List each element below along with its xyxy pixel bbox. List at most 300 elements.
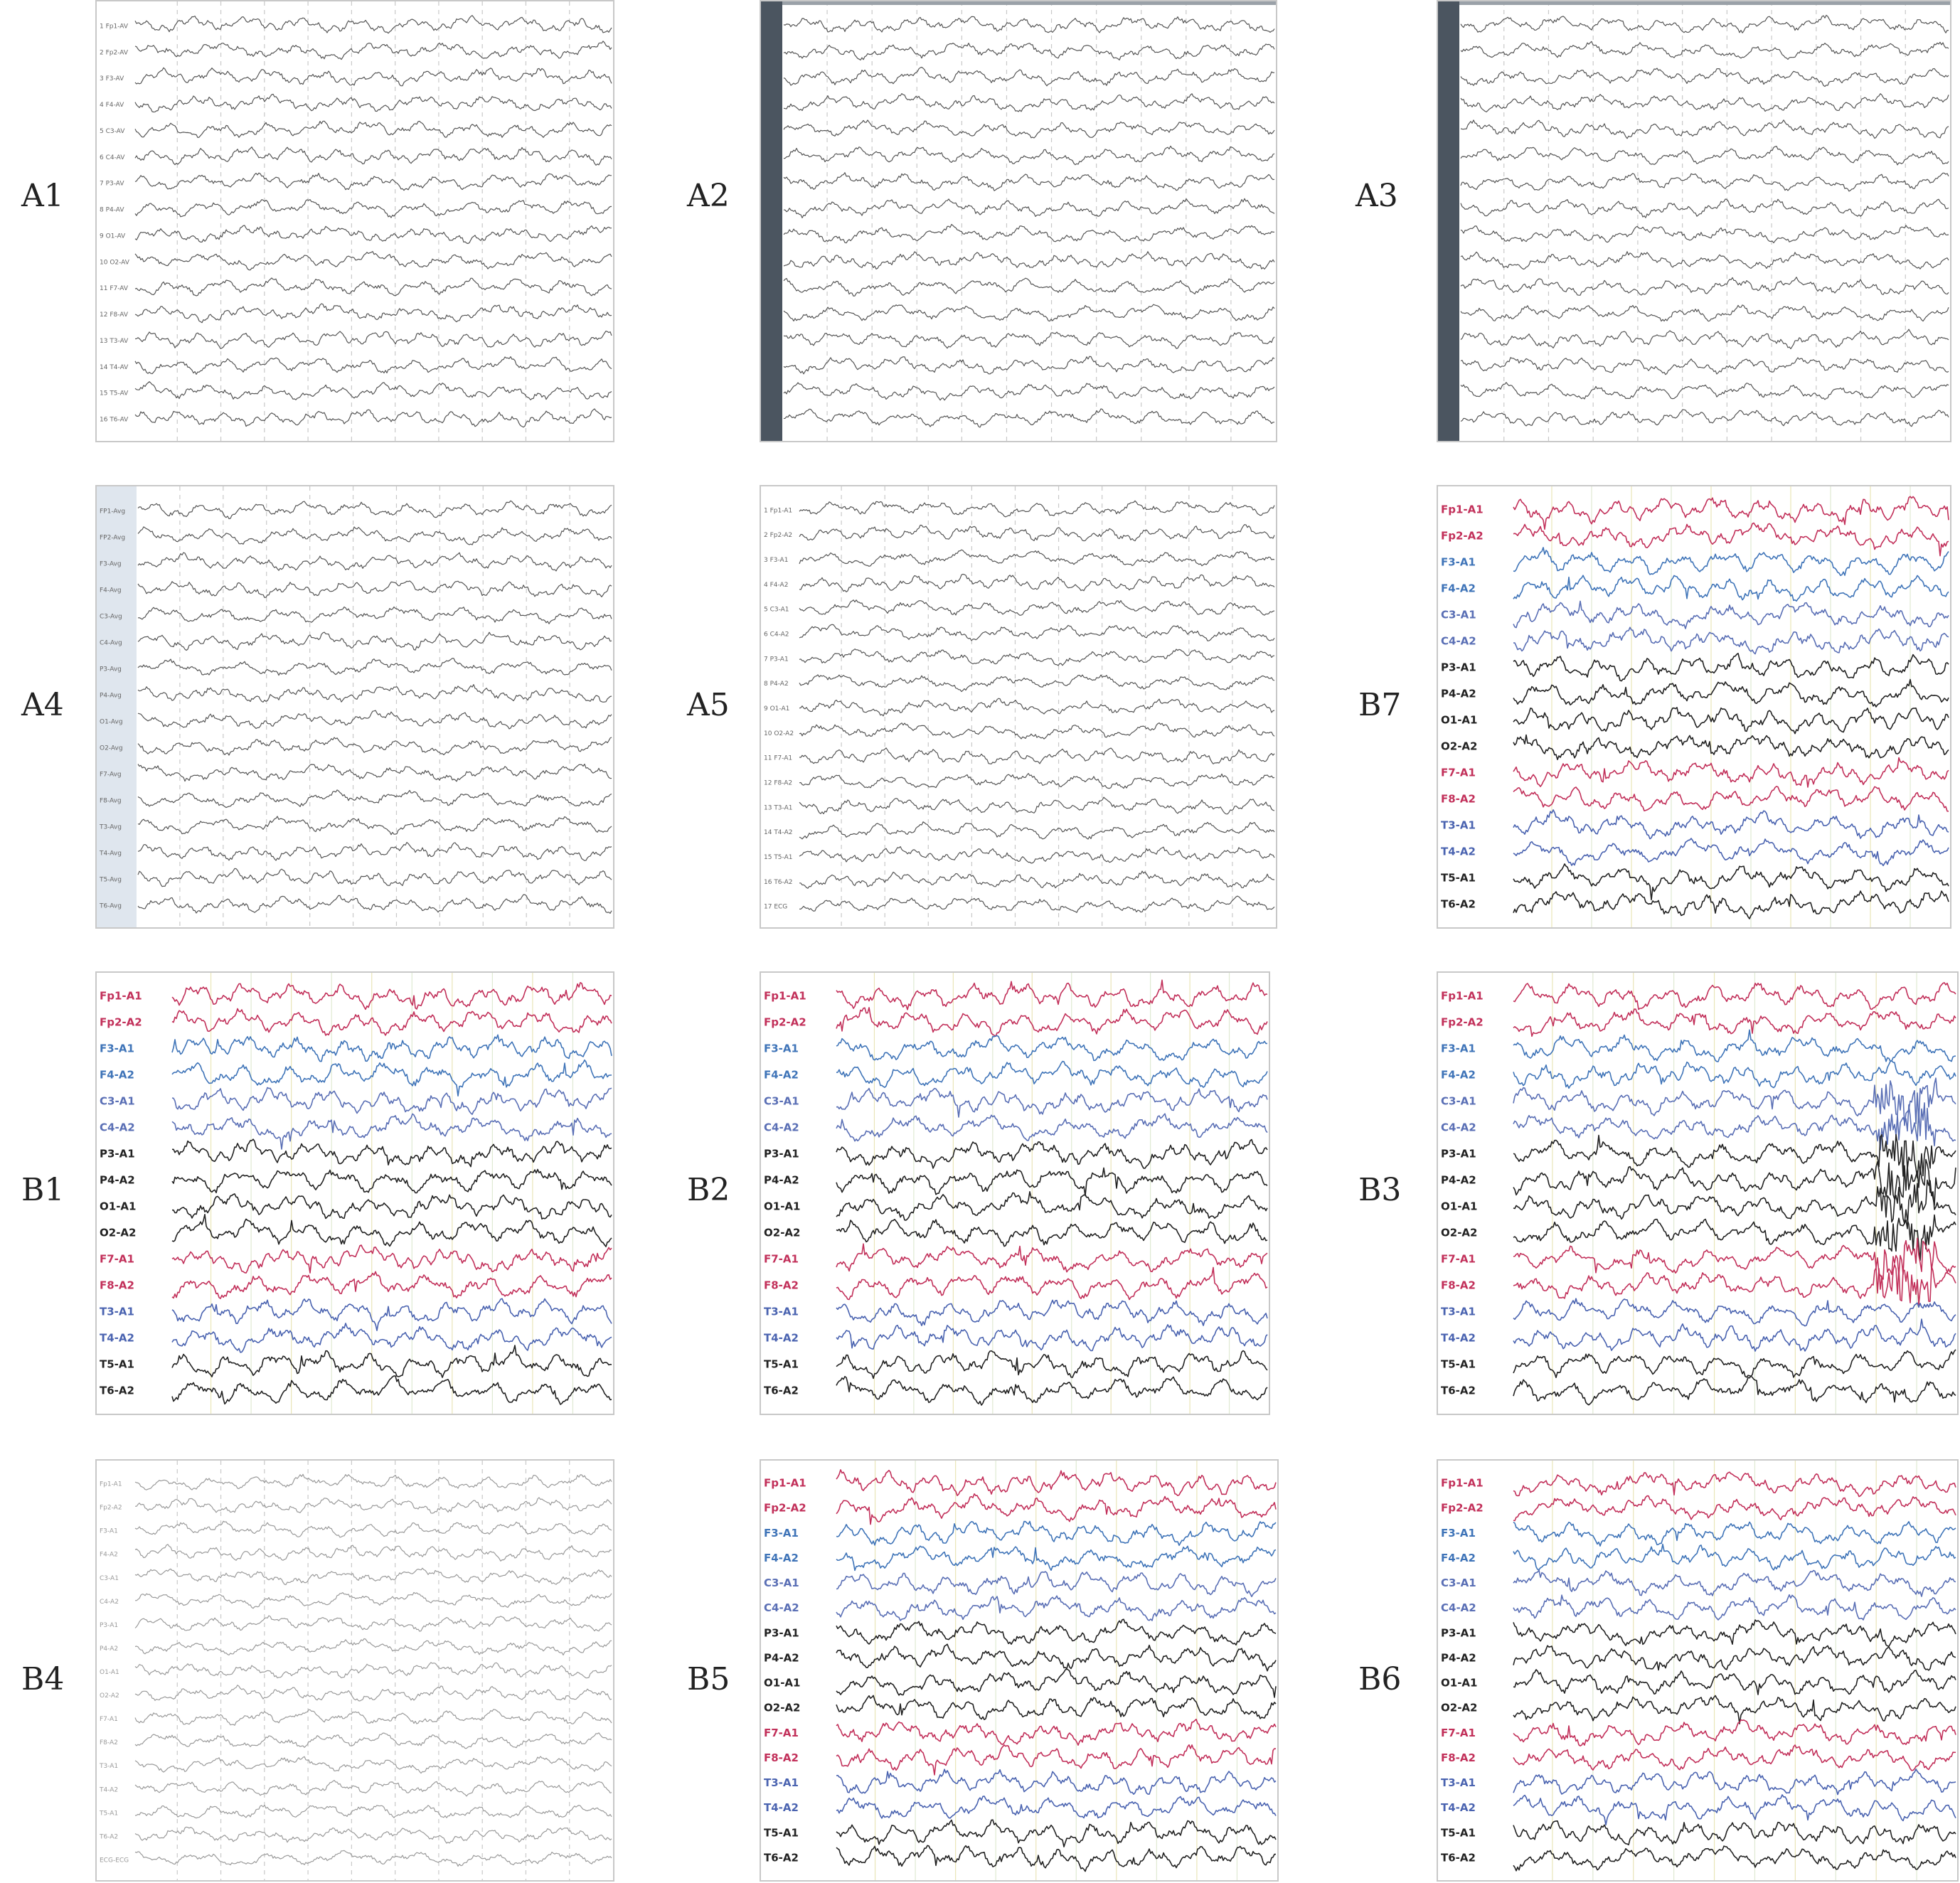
- eeg-trace: [135, 1638, 612, 1655]
- channel-label: O2-A2: [1441, 1701, 1478, 1714]
- channel-label: F4-A2: [764, 1551, 799, 1564]
- channel-label: P3-A1: [1441, 1147, 1476, 1161]
- eeg-trace: [135, 68, 612, 85]
- eeg-trace: [1513, 1103, 1956, 1150]
- eeg-trace: [836, 1168, 1267, 1195]
- eeg-trace: [1513, 1620, 1956, 1646]
- channel-label: C4-A2: [100, 1598, 119, 1606]
- eeg-trace: [172, 1170, 612, 1193]
- eeg-trace: [135, 1545, 612, 1562]
- channel-label: F7-A1: [764, 1726, 799, 1739]
- eeg-trace: [138, 685, 612, 703]
- eeg-trace: [836, 1140, 1267, 1169]
- eeg-trace: [1513, 654, 1949, 681]
- eeg-panel-b4: [95, 1459, 614, 1882]
- channel-label: T4-A2: [100, 1331, 134, 1345]
- eeg-trace: [1513, 708, 1949, 734]
- channel-label: C4-A2: [1441, 634, 1476, 648]
- channel-label: 1 Fp1-A1: [764, 507, 793, 515]
- eeg-trace: [1513, 1846, 1956, 1871]
- channel-label: P4-A2: [764, 1173, 799, 1187]
- eeg-trace: [836, 1300, 1267, 1325]
- eeg-trace: [799, 649, 1274, 666]
- eeg-trace: [1513, 1570, 1956, 1596]
- channel-label: P3-A1: [1441, 1626, 1476, 1640]
- eeg-trace: [172, 1323, 612, 1353]
- channel-label: 11 F7-AV: [100, 285, 129, 293]
- channel-label: P3-A1: [764, 1626, 799, 1640]
- panel-label-a4: A4: [21, 687, 64, 723]
- eeg-trace: [172, 1088, 612, 1115]
- channel-label: T3-A1: [100, 1305, 134, 1318]
- eeg-trace: [172, 1009, 612, 1036]
- channel-label: T3-Avg: [100, 823, 122, 831]
- eeg-trace: [138, 658, 612, 676]
- eeg-traces-a1: [97, 1, 613, 441]
- eeg-trace: [1513, 1821, 1956, 1845]
- channel-label: F3-A1: [1441, 1526, 1476, 1540]
- eeg-trace: [1513, 523, 1949, 555]
- eeg-trace: [138, 816, 612, 835]
- channel-label: Fp1-A1: [1441, 989, 1484, 1003]
- eeg-trace: [1513, 891, 1949, 919]
- panel-label-b3: B3: [1358, 1172, 1402, 1208]
- channel-label: 3 F3-A1: [764, 557, 789, 565]
- eeg-trace: [172, 1060, 612, 1097]
- eeg-trace: [1513, 1472, 1956, 1496]
- channel-label: C3-A1: [1441, 1094, 1476, 1108]
- channel-label: T6-A2: [764, 1851, 799, 1865]
- channel-label: O1-A1: [100, 1669, 119, 1676]
- channel-label: O1-A1: [764, 1676, 801, 1690]
- channel-label: P4-A2: [100, 1173, 135, 1187]
- eeg-traces-b2: [761, 973, 1269, 1414]
- eeg-trace: [135, 1474, 612, 1490]
- channel-label: P3-A1: [100, 1147, 135, 1161]
- channel-label: C4-A2: [100, 1121, 135, 1134]
- eeg-traces-b1: [97, 973, 613, 1414]
- channel-label: Fp2-A2: [764, 1015, 806, 1029]
- eeg-trace: [784, 278, 1274, 296]
- eeg-trace: [1513, 1720, 1956, 1746]
- eeg-trace: [836, 1769, 1276, 1794]
- channel-label: ECG-ECG: [100, 1857, 129, 1865]
- channel-label: F8-Avg: [100, 797, 122, 805]
- eeg-trace: [836, 1244, 1267, 1272]
- eeg-trace: [135, 147, 612, 166]
- channel-label: T5-A1: [100, 1810, 119, 1818]
- eeg-trace: [784, 356, 1274, 374]
- eeg-trace: [172, 1376, 612, 1404]
- eeg-trace: [836, 1267, 1267, 1299]
- eeg-trace: [138, 790, 612, 808]
- channel-label: T5-A1: [764, 1357, 799, 1371]
- eeg-trace: [1513, 1061, 1956, 1089]
- channel-label: P3-A1: [764, 1147, 799, 1161]
- eeg-trace: [799, 871, 1274, 888]
- channel-label: 4 F4-A2: [764, 581, 789, 589]
- eeg-trace: [836, 1351, 1267, 1379]
- channel-label: F8-A2: [100, 1279, 134, 1292]
- channel-label: T6-A2: [100, 1384, 134, 1397]
- eeg-trace: [1513, 1009, 1956, 1036]
- channel-label: 14 T4-AV: [100, 363, 129, 371]
- eeg-trace: [135, 94, 612, 112]
- channel-label: 16 T6-AV: [100, 416, 129, 424]
- channel-label: F8-A2: [100, 1739, 118, 1747]
- eeg-trace: [799, 501, 1274, 517]
- channel-label: T4-Avg: [100, 850, 122, 858]
- eeg-trace: [135, 41, 612, 60]
- channel-label: Fp2-A2: [100, 1504, 122, 1512]
- eeg-trace: [1513, 1545, 1956, 1570]
- eeg-trace: [172, 1215, 612, 1247]
- eeg-trace: [135, 1756, 612, 1773]
- channel-label: F3-Avg: [100, 560, 122, 568]
- channel-label: O2-A2: [764, 1226, 801, 1239]
- panel-label-a3: A3: [1356, 178, 1398, 214]
- eeg-trace: [1461, 173, 1949, 191]
- eeg-trace: [1513, 786, 1949, 811]
- eeg-traces-b5: [761, 1461, 1277, 1880]
- channel-label: F3-A1: [764, 1526, 799, 1540]
- channel-label: T5-Avg: [100, 876, 122, 884]
- eeg-trace: [1513, 1496, 1956, 1521]
- channel-label: FP2-Avg: [100, 534, 126, 542]
- panel-label-b7: B7: [1358, 687, 1402, 723]
- eeg-trace: [1513, 1298, 1956, 1326]
- channel-label: T4-A2: [764, 1331, 799, 1345]
- channel-label: O2-A2: [1441, 740, 1478, 753]
- eeg-trace: [1461, 120, 1949, 139]
- channel-label: T6-Avg: [100, 902, 122, 910]
- eeg-trace: [784, 383, 1274, 400]
- eeg-trace: [836, 1494, 1276, 1525]
- eeg-trace: [135, 1781, 612, 1796]
- eeg-trace: [784, 198, 1274, 218]
- channel-label: Fp2-A2: [1441, 1015, 1484, 1029]
- channel-label: F8-A2: [1441, 792, 1476, 806]
- channel-label: Fp2-A2: [100, 1015, 142, 1029]
- eeg-trace: [135, 1663, 612, 1678]
- eeg-trace: [172, 983, 612, 1010]
- channel-label: T3-A1: [100, 1763, 119, 1771]
- channel-label: F8-A2: [764, 1279, 799, 1292]
- eeg-panel-b2: [760, 971, 1270, 1415]
- channel-label: P4-A2: [764, 1651, 799, 1665]
- eeg-trace: [135, 1733, 612, 1749]
- channel-label: O2-A2: [100, 1226, 137, 1239]
- channel-label: P4-A2: [1441, 687, 1476, 700]
- eeg-trace: [135, 1498, 612, 1513]
- channel-label: T3-A1: [1441, 1776, 1476, 1790]
- channel-label: Fp2-A2: [1441, 529, 1484, 543]
- eeg-trace: [1461, 252, 1949, 270]
- eeg-trace: [784, 304, 1274, 321]
- eeg-trace: [836, 1035, 1267, 1060]
- eeg-trace: [135, 357, 612, 375]
- eeg-trace: [799, 822, 1274, 839]
- eeg-trace: [172, 1035, 612, 1061]
- eeg-trace: [1513, 838, 1949, 865]
- eeg-traces-b4: [97, 1461, 613, 1880]
- channel-label: Fp1-A1: [1441, 1476, 1484, 1490]
- eeg-trace: [1513, 1696, 1956, 1724]
- eeg-trace: [1513, 810, 1949, 839]
- eeg-trace: [836, 1089, 1267, 1117]
- eeg-trace: [1461, 358, 1949, 375]
- channel-label: T4-A2: [100, 1786, 119, 1794]
- channel-label: T6-A2: [1441, 1384, 1476, 1397]
- eeg-trace: [135, 1827, 612, 1843]
- channel-label: O2-A2: [100, 1692, 119, 1700]
- eeg-traces-b3: [1438, 973, 1957, 1414]
- eeg-trace: [1513, 601, 1949, 629]
- eeg-trace: [135, 304, 612, 323]
- eeg-trace: [1513, 1264, 1956, 1305]
- channel-label: T6-A2: [1441, 1851, 1476, 1865]
- eeg-trace: [1513, 1795, 1956, 1825]
- channel-label: C4-A2: [764, 1601, 799, 1615]
- eeg-trace: [784, 68, 1274, 86]
- channel-label: C3-Avg: [100, 613, 122, 621]
- eeg-trace: [784, 43, 1274, 60]
- panel-label-b1: B1: [21, 1172, 65, 1208]
- eeg-trace: [1513, 1078, 1956, 1126]
- channel-label: 3 F3-AV: [100, 75, 124, 83]
- channel-label: F7-A1: [764, 1252, 799, 1266]
- channel-label: 9 O1-AV: [100, 233, 126, 240]
- channel-label: 6 C4-AV: [100, 154, 125, 161]
- channel-label: 2 Fp2-A2: [764, 532, 793, 540]
- eeg-trace: [1513, 1319, 1956, 1351]
- eeg-trace: [799, 600, 1274, 616]
- channel-label: 17 ECG: [764, 903, 788, 911]
- header-stripe: [1459, 1, 1950, 5]
- eeg-trace: [799, 624, 1274, 641]
- eeg-trace: [784, 252, 1274, 270]
- eeg-trace: [135, 409, 612, 427]
- eeg-trace: [138, 868, 612, 886]
- eeg-trace: [135, 1521, 612, 1537]
- eeg-trace: [1513, 575, 1949, 601]
- eeg-trace: [138, 501, 612, 518]
- eeg-panel-b6: [1437, 1459, 1959, 1882]
- eeg-trace: [836, 1644, 1276, 1671]
- channel-label: Fp1-A1: [764, 1476, 806, 1490]
- eeg-trace: [784, 94, 1274, 112]
- channel-label: Fp1-A1: [100, 989, 142, 1003]
- eeg-trace: [1461, 15, 1949, 33]
- eeg-trace: [799, 774, 1274, 789]
- eeg-trace: [135, 1709, 612, 1725]
- channel-label: F8-A2: [1441, 1751, 1476, 1764]
- channel-label: T4-A2: [1441, 1801, 1476, 1815]
- eeg-trace: [836, 1669, 1276, 1697]
- eeg-trace: [799, 896, 1274, 912]
- eeg-traces-a3: [1438, 1, 1950, 441]
- channel-label: FP1-Avg: [100, 508, 126, 516]
- eeg-trace: [1513, 1670, 1956, 1695]
- eeg-trace: [1513, 680, 1949, 708]
- eeg-trace: [836, 1325, 1267, 1351]
- eeg-panel-b1: [95, 971, 614, 1415]
- eeg-trace: [172, 1194, 612, 1219]
- eeg-trace: [784, 173, 1274, 191]
- eeg-trace: [135, 1568, 612, 1584]
- channel-label: T5-A1: [764, 1826, 799, 1840]
- eeg-trace: [799, 698, 1274, 716]
- eeg-trace: [1461, 277, 1949, 296]
- eeg-trace: [172, 1298, 612, 1330]
- eeg-trace: [1461, 329, 1949, 348]
- channel-label: C4-Avg: [100, 639, 122, 647]
- eeg-trace: [784, 409, 1274, 427]
- channel-label: C3-A1: [100, 1574, 119, 1582]
- channel-label-bar: [1438, 1, 1459, 441]
- eeg-trace: [138, 710, 612, 729]
- eeg-trace: [1513, 864, 1949, 900]
- channel-label: T3-A1: [764, 1305, 799, 1318]
- channel-label: F7-A1: [1441, 1252, 1476, 1266]
- eeg-trace: [799, 748, 1274, 764]
- eeg-trace: [1461, 199, 1949, 218]
- channel-label: F4-A2: [100, 1068, 134, 1082]
- channel-label: F4-A2: [100, 1551, 118, 1559]
- eeg-trace: [836, 1192, 1267, 1220]
- channel-label: 15 T5-AV: [100, 390, 129, 398]
- eeg-trace: [1513, 496, 1949, 529]
- eeg-trace: [784, 120, 1274, 138]
- eeg-panel-b3: [1437, 971, 1959, 1415]
- eeg-trace: [1513, 983, 1956, 1010]
- eeg-trace: [799, 525, 1274, 541]
- channel-label: Fp1-A1: [764, 989, 806, 1003]
- eeg-trace: [784, 146, 1274, 164]
- eeg-panel-b7: [1437, 485, 1951, 929]
- eeg-trace: [836, 1062, 1267, 1088]
- channel-label: 5 C3-AV: [100, 127, 125, 135]
- eeg-trace: [1461, 146, 1949, 165]
- eeg-trace: [138, 527, 612, 545]
- eeg-trace: [799, 550, 1274, 566]
- channel-label: F3-A1: [764, 1042, 799, 1055]
- eeg-trace: [784, 16, 1274, 33]
- eeg-panel-a2: [760, 0, 1277, 442]
- eeg-trace: [836, 1596, 1276, 1621]
- eeg-trace: [1513, 1595, 1956, 1620]
- channel-label: F7-A1: [100, 1252, 134, 1266]
- eeg-trace: [784, 225, 1274, 243]
- channel-label: F4-A2: [1441, 1551, 1476, 1564]
- eeg-trace: [1461, 94, 1949, 112]
- channel-label: 7 P3-A1: [764, 656, 789, 663]
- eeg-trace: [836, 1695, 1276, 1719]
- channel-label: 8 P4-A2: [764, 681, 789, 688]
- eeg-traces-a2: [761, 1, 1276, 441]
- channel-label: F7-A1: [1441, 1726, 1476, 1739]
- eeg-trace: [172, 1139, 612, 1167]
- eeg-trace: [135, 1685, 612, 1701]
- channel-label: 15 T5-A1: [764, 853, 793, 861]
- eeg-trace: [1513, 1350, 1956, 1377]
- eeg-trace: [836, 1796, 1276, 1818]
- panel-label-b6: B6: [1358, 1661, 1402, 1697]
- eeg-trace: [135, 252, 612, 270]
- channel-label: C3-A1: [1441, 1577, 1476, 1590]
- eeg-trace: [1513, 1376, 1956, 1405]
- eeg-traces-b7: [1438, 486, 1950, 927]
- channel-label: T3-A1: [1441, 1305, 1476, 1318]
- channel-label: Fp1-A1: [1441, 503, 1484, 516]
- channel-label: C3-A1: [764, 1094, 799, 1108]
- channel-label: O1-A1: [764, 1200, 801, 1213]
- channel-label: O1-A1: [100, 1200, 137, 1213]
- channel-label: C4-A2: [1441, 1601, 1476, 1615]
- eeg-panel-a4: [95, 485, 614, 929]
- eeg-trace: [135, 1592, 612, 1608]
- eeg-trace: [799, 675, 1274, 692]
- eeg-traces-a5: [761, 486, 1276, 927]
- eeg-trace: [799, 723, 1274, 740]
- eeg-trace: [836, 980, 1267, 1010]
- eeg-trace: [836, 1619, 1276, 1645]
- channel-label: F4-Avg: [100, 587, 122, 594]
- channel-label: T5-A1: [1441, 1357, 1476, 1371]
- eeg-panel-a3: [1437, 0, 1951, 442]
- channel-label: T4-A2: [1441, 1331, 1476, 1345]
- channel-label-column: [97, 486, 137, 927]
- channel-label: F8-A2: [764, 1751, 799, 1764]
- eeg-trace: [1461, 410, 1949, 427]
- eeg-trace: [836, 1820, 1276, 1847]
- channel-label: F3-A1: [1441, 1042, 1476, 1055]
- eeg-trace: [138, 843, 612, 861]
- channel-label: F4-A2: [1441, 582, 1476, 595]
- eeg-trace: [138, 632, 612, 651]
- channel-label: Fp2-A2: [1441, 1501, 1484, 1515]
- eeg-trace: [135, 200, 612, 218]
- channel-label: C3-A1: [764, 1577, 799, 1590]
- eeg-trace: [1513, 1180, 1956, 1229]
- eeg-trace: [135, 1616, 612, 1631]
- eeg-trace: [1513, 1522, 1956, 1546]
- channel-label: 5 C3-A1: [764, 606, 789, 614]
- channel-label: 9 O1-A1: [764, 705, 790, 713]
- channel-label: O1-A1: [1441, 1200, 1478, 1213]
- eeg-trace: [135, 173, 612, 190]
- eeg-trace: [836, 1522, 1276, 1546]
- channel-label: C3-A1: [1441, 608, 1476, 622]
- channel-label: 11 F7-A1: [764, 754, 793, 762]
- eeg-trace: [1513, 548, 1949, 575]
- eeg-trace: [784, 332, 1274, 348]
- eeg-panel-a1: [95, 0, 614, 442]
- eeg-trace: [836, 1470, 1276, 1495]
- eeg-trace: [138, 607, 612, 624]
- panel-label-a5: A5: [687, 687, 730, 723]
- channel-label: T6-A2: [764, 1384, 799, 1397]
- eeg-trace: [836, 1220, 1267, 1247]
- eeg-trace: [1513, 1210, 1956, 1261]
- channel-label: P4-A2: [1441, 1173, 1476, 1187]
- panel-label-b4: B4: [21, 1661, 65, 1697]
- channel-label: F8-A2: [1441, 1279, 1476, 1292]
- eeg-trace: [799, 797, 1274, 814]
- channel-label: 16 T6-A2: [764, 878, 793, 886]
- channel-label: 1 Fp1-AV: [100, 23, 128, 31]
- channel-label: 13 T3-A1: [764, 804, 793, 812]
